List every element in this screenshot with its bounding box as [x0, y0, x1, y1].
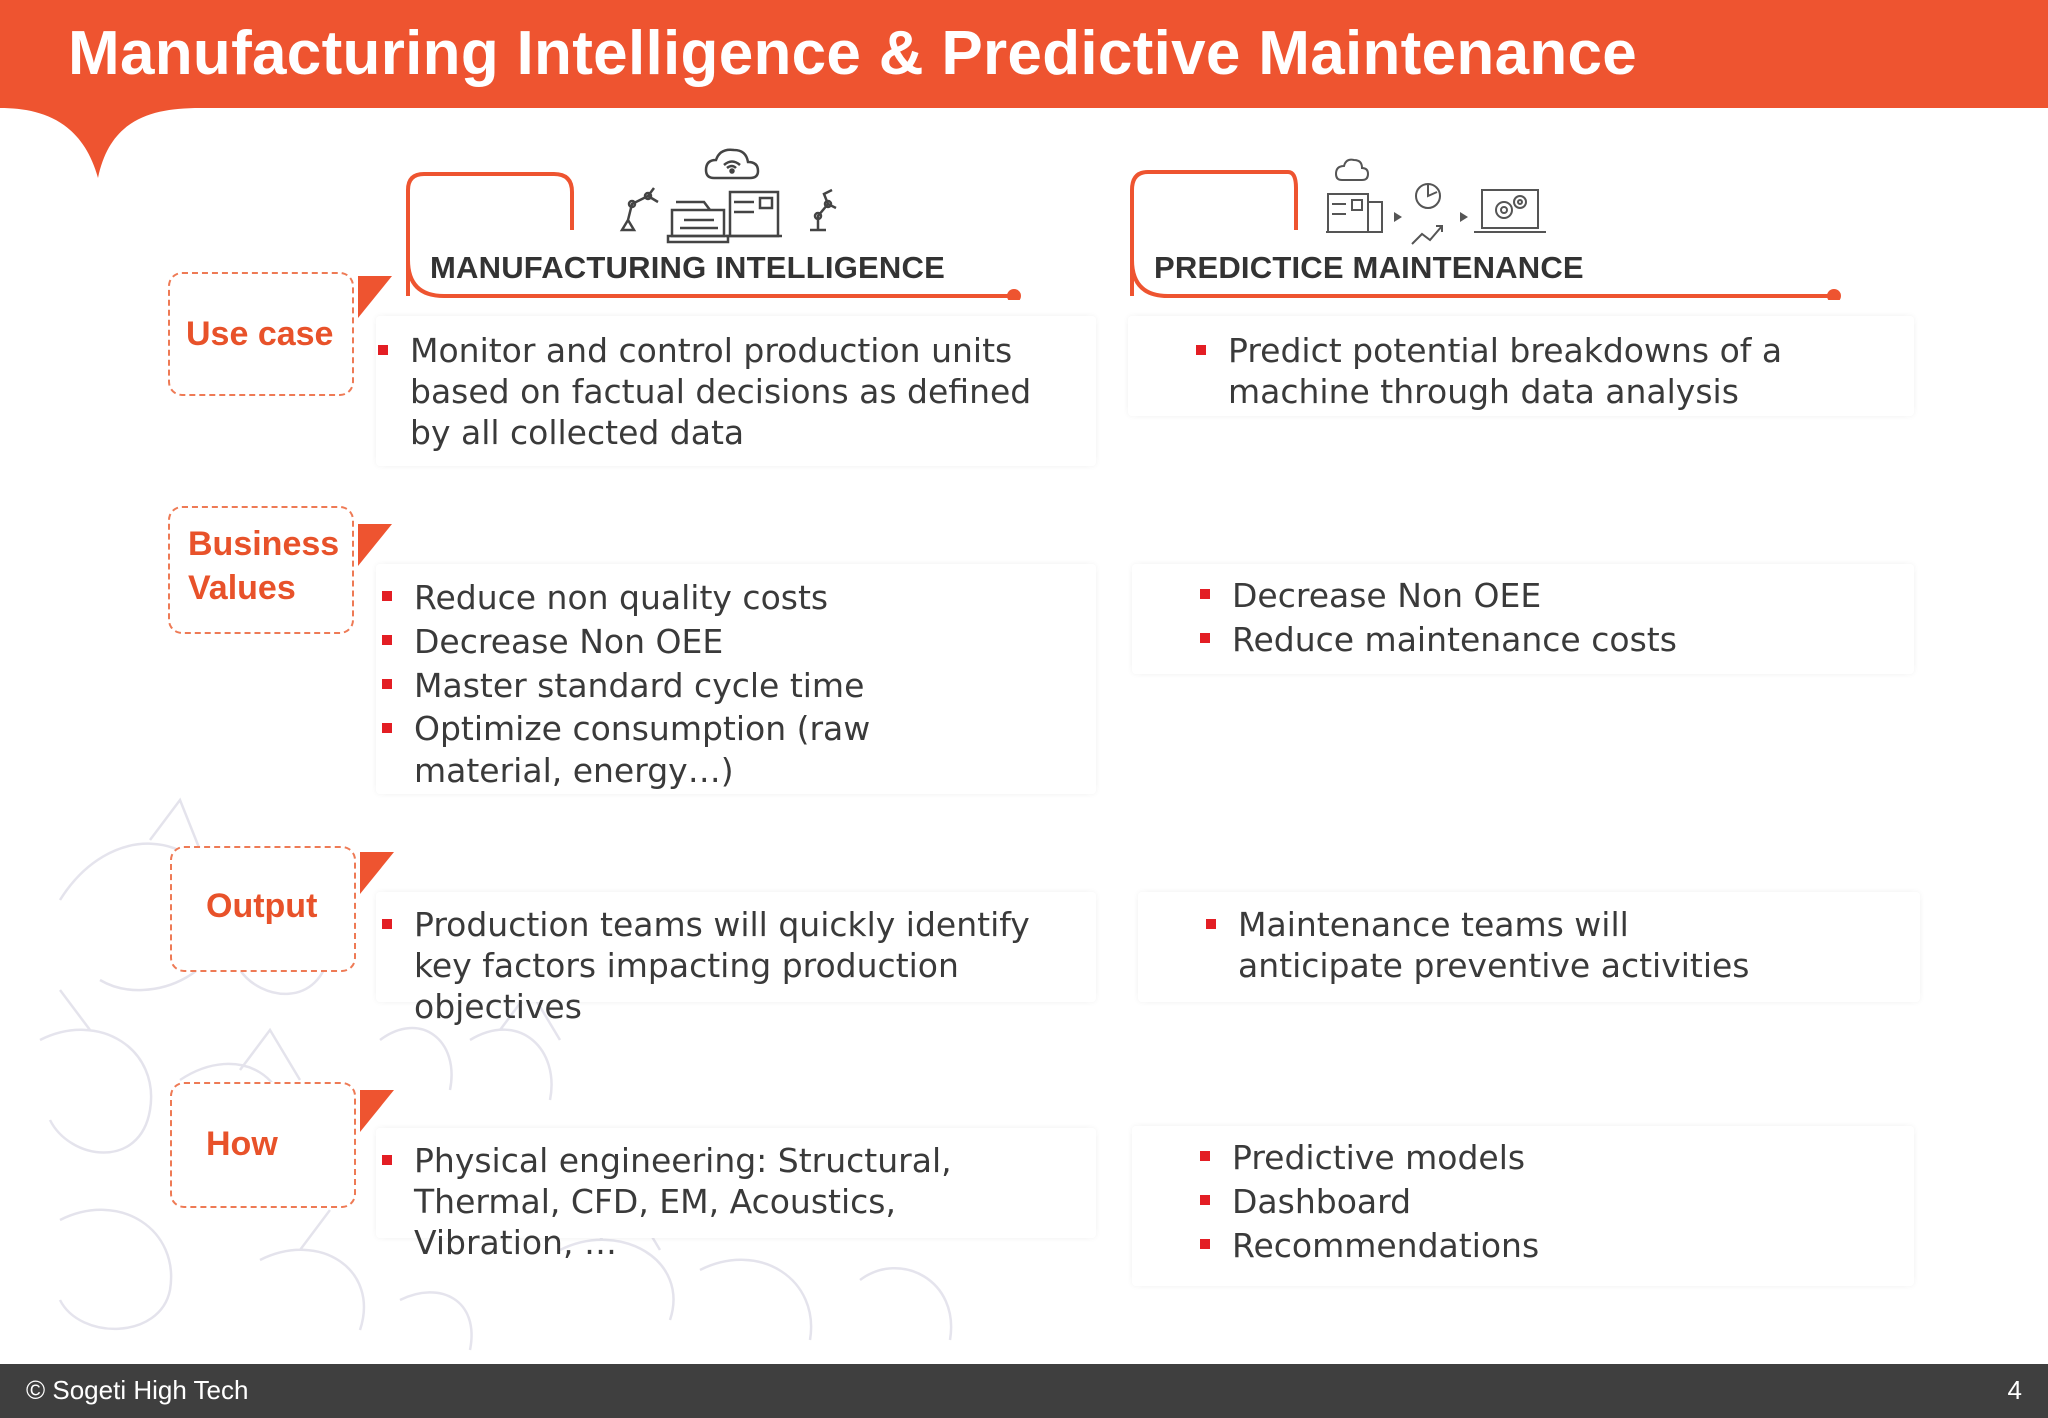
list-item: Recommendations — [1198, 1224, 1914, 1268]
footer-bar — [0, 1364, 2048, 1418]
background-pattern — [0, 780, 1100, 1360]
footer-copyright: © Sogeti High Tech — [26, 1375, 249, 1405]
row-pointer — [360, 1090, 394, 1132]
list-item: Reduce maintenance costs — [1198, 618, 1914, 662]
industrial-machines-icon — [614, 140, 854, 250]
list-item: Dashboard — [1198, 1180, 1914, 1224]
how-pm-box — [1132, 1126, 1914, 1286]
use-case-pm-box — [1128, 316, 1914, 416]
row-label-text: How — [206, 1125, 278, 1163]
list-item: Predict potential breakdowns of a machine through data analysis — [1194, 330, 1868, 412]
business-values-pm-box — [1132, 564, 1914, 674]
column-title: MANUFACTURING INTELLIGENCE — [430, 250, 945, 285]
row-label-text: Output — [206, 887, 318, 925]
list-item: Decrease Non OEE — [1198, 574, 1914, 618]
list-item: Decrease Non OEE — [380, 620, 1096, 664]
page-title: Manufacturing Intelligence & Predictive Maintenance — [68, 19, 1638, 88]
row-label-business-values — [168, 506, 354, 634]
column-title: PREDICTICE MAINTENANCE — [1154, 250, 1584, 285]
row-pointer — [358, 276, 392, 318]
page-number: 4 — [2007, 1375, 2022, 1405]
how-mi-box — [376, 1128, 1096, 1262]
row-pointer — [358, 524, 392, 566]
row-label-use-case — [168, 272, 354, 396]
list-item: Reduce non quality costs — [380, 576, 1096, 620]
business-values-mi-box — [376, 564, 1096, 794]
row-label-output — [170, 846, 356, 972]
list-item: Monitor and control production units based on factual decisions as defined by all collected data — [376, 330, 1070, 453]
list-item: Optimize consumption (raw material, energy…) — [380, 708, 994, 792]
row-label-text: Business Values — [188, 525, 340, 607]
list-item: Maintenance teams will anticipate preventive activities — [1204, 904, 1798, 986]
column-header-predictive-maintenance — [1128, 140, 1848, 300]
list-item: Master standard cycle time — [380, 664, 1096, 708]
output-mi-box — [376, 892, 1096, 1026]
row-pointer — [360, 852, 394, 894]
list-item: Predictive models — [1198, 1136, 1914, 1180]
row-label-text: Use case — [186, 315, 334, 353]
header-bar — [0, 0, 2048, 108]
output-pm-box — [1138, 892, 1920, 1002]
list-item: Production teams will quickly identify key factors impacting production objectives — [380, 904, 1054, 1027]
maintenance-flow-icon — [1322, 154, 1682, 264]
row-label-how — [170, 1082, 356, 1208]
column-header-manufacturing-intelligence — [404, 140, 1024, 300]
header-tab-decoration — [0, 100, 200, 180]
list-item: Physical engineering: Structural, Thermal, CFD, EM, Acoustics, Vibration, … — [380, 1140, 1054, 1263]
use-case-mi-box — [376, 316, 1096, 466]
